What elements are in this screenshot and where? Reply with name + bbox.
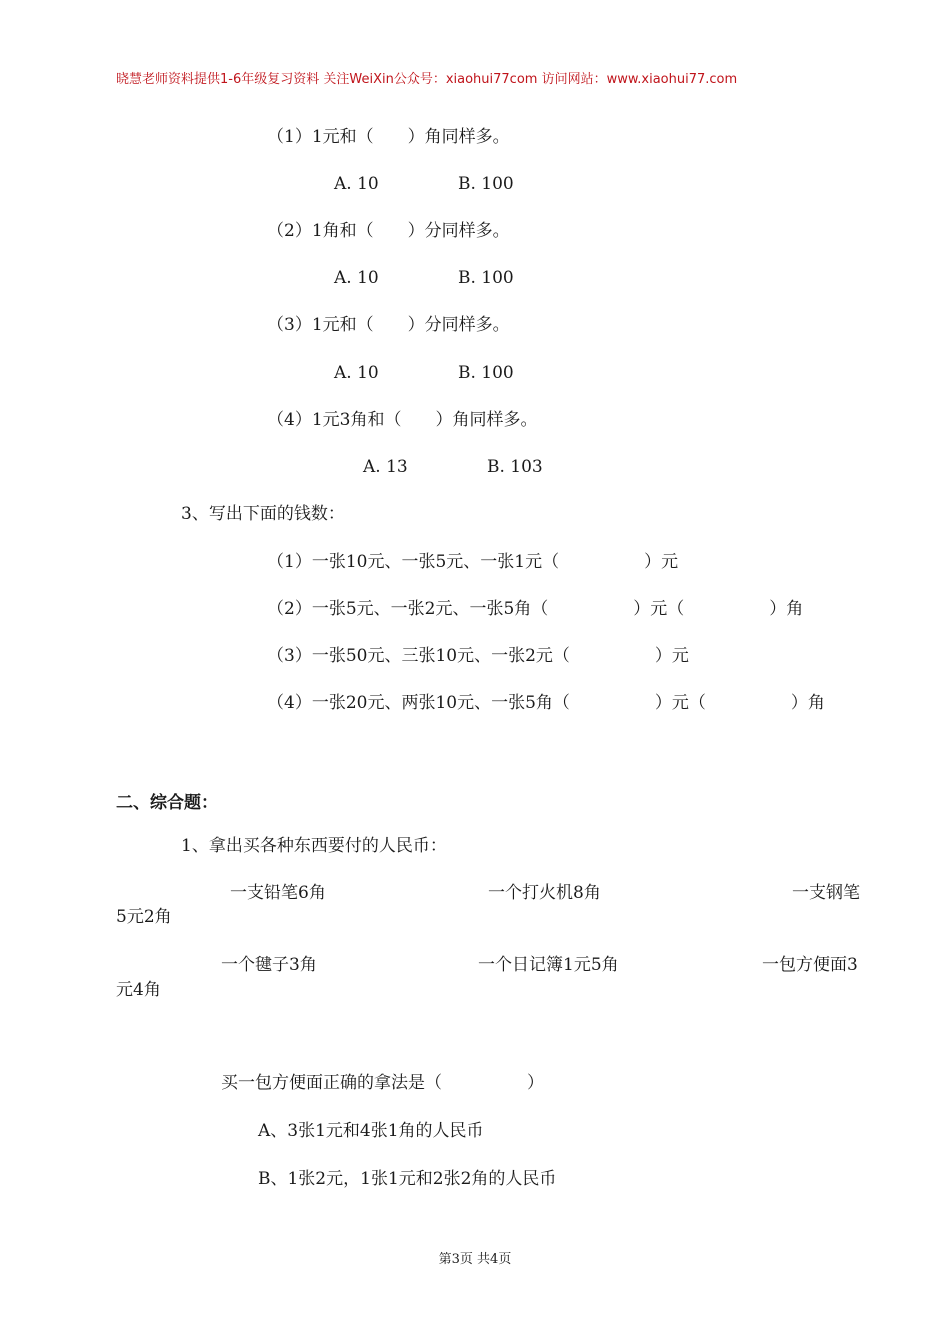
section-2-q1-title: 1、拿出买各种东西要付的人民币： [181, 836, 447, 856]
item-lighter-price: 一个打火机8角 [488, 883, 601, 903]
q2-item-3-option-b: B. 100 [458, 363, 514, 383]
item-pen-price: 5元2角 [116, 907, 172, 927]
q2-item-2-option-a: A. 10 [334, 268, 379, 288]
item-noodles-price: 元4角 [116, 980, 161, 1000]
q2-item-3-stem: （3）1元和（ ）分同样多。 [267, 315, 510, 335]
q3-item-1: （1）一张10元、一张5元、一张1元（ ）元 [267, 552, 679, 572]
q2-item-1-option-a: A. 10 [334, 174, 379, 194]
q2-item-4-option-a: A. 13 [363, 457, 408, 477]
item-pen-label: 一支钢笔 [792, 883, 860, 903]
q2-item-2-stem: （2）1角和（ ）分同样多。 [267, 221, 510, 241]
q2-item-2-option-b: B. 100 [458, 268, 514, 288]
page-header-notice: 晓慧老师资料提供1-6年级复习资料 关注WeiXin公众号：xiaohui77com 访问网站：www.xiaohui77.com [116, 72, 738, 87]
noodles-option-b: B、1张2元，1张1元和2张2角的人民币 [258, 1169, 557, 1189]
q3-item-4: （4）一张20元、两张10元、一张5角（ ）元（ ）角 [267, 693, 825, 713]
q2-item-3-option-a: A. 10 [334, 363, 379, 383]
section-2-title: 二、综合题： [116, 793, 218, 813]
q2-item-1-option-b: B. 100 [458, 174, 514, 194]
item-diary-price: 一个日记簿1元5角 [478, 955, 619, 975]
q3-item-3: （3）一张50元、三张10元、一张2元（ ）元 [267, 646, 689, 666]
q2-item-4-stem: （4）1元3角和（ ）角同样多。 [267, 410, 538, 430]
item-noodles-label: 一包方便面3 [762, 955, 858, 975]
noodles-option-a: A、3张1元和4张1角的人民币 [258, 1121, 484, 1141]
page-footer: 第3页 共4页 [438, 1252, 512, 1267]
q3-item-2: （2）一张5元、一张2元、一张5角（ ）元（ ）角 [267, 599, 804, 619]
q3-title: 3、写出下面的钱数： [181, 504, 345, 524]
item-pencil-price: 一支铅笔6角 [230, 883, 326, 903]
q2-item-4-option-b: B. 103 [487, 457, 543, 477]
q2-item-1-stem: （1）1元和（ ）角同样多。 [267, 127, 510, 147]
noodles-question: 买一包方便面正确的拿法是（ ） [221, 1073, 544, 1093]
item-shuttlecock-price: 一个毽子3角 [221, 955, 317, 975]
